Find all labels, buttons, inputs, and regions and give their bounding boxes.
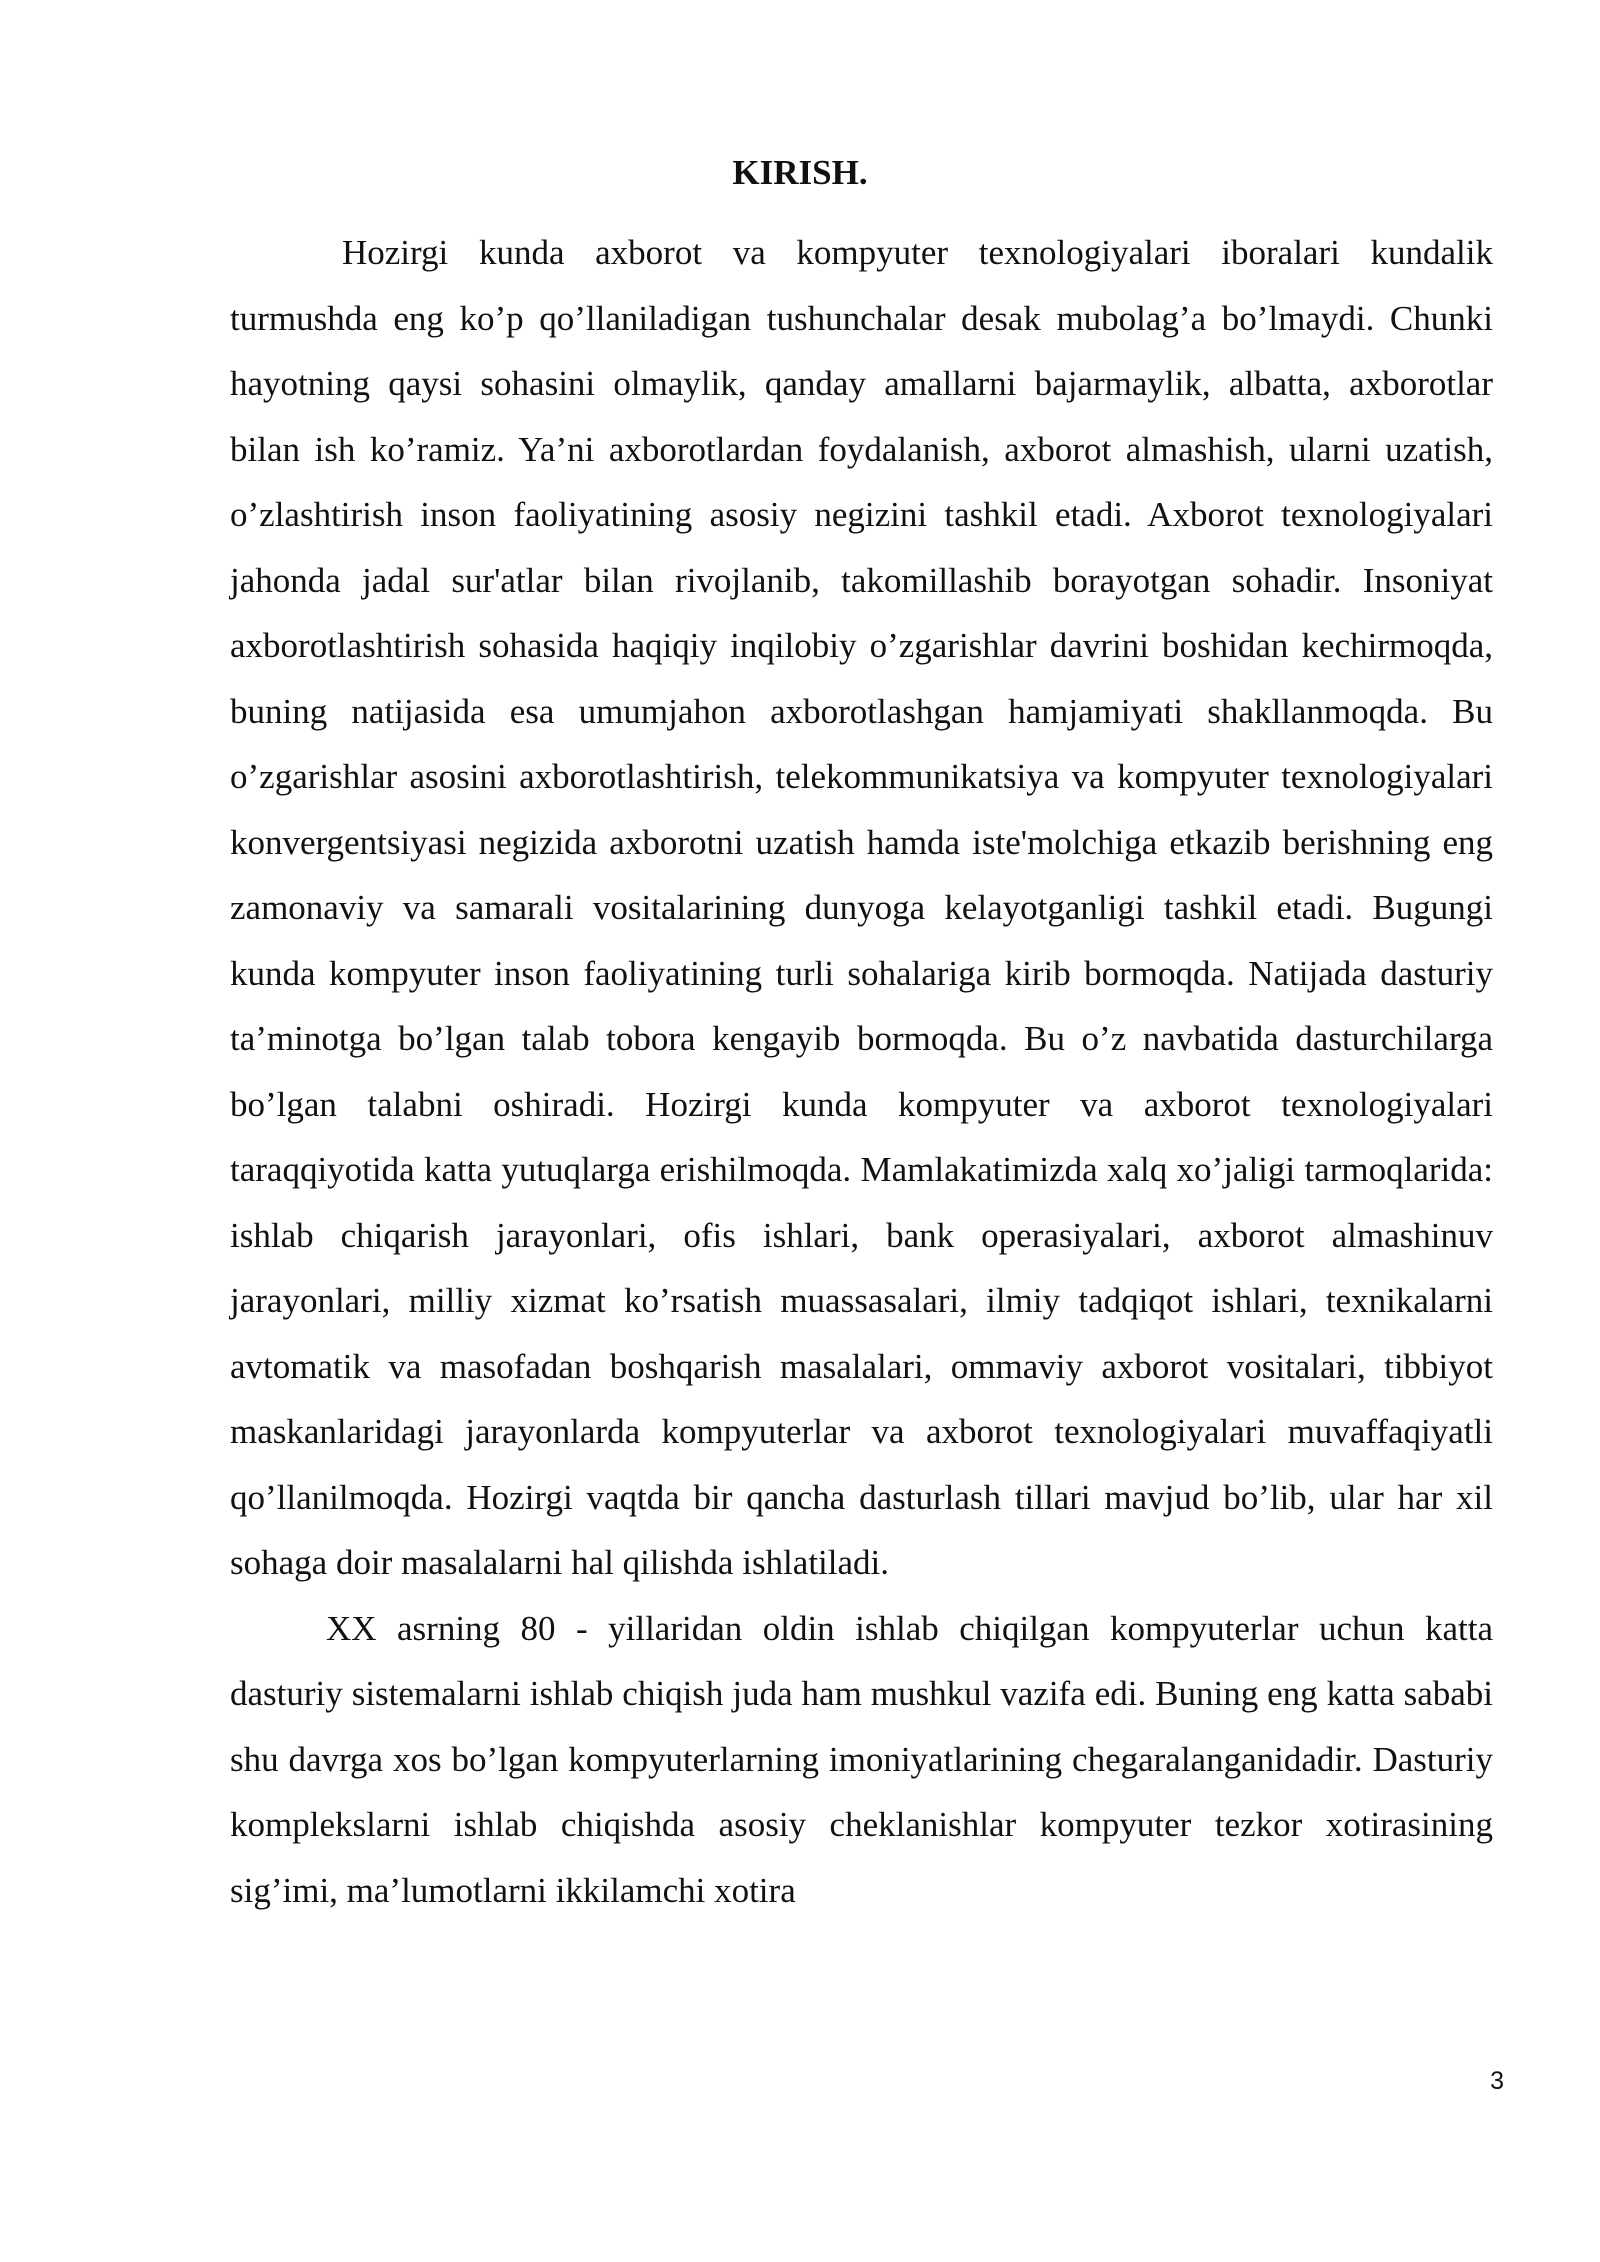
paragraph-1: Hozirgi kunda axborot va kompyuter texnologiyalari iboralari kundalik turmushda eng ko’p qo’llaniladigan tushunchalar desak mubolag’a bo’lmaydi. Chunki hayotning qaysi sohasini olmaylik, qanday amallarni bajarmaylik, albatta, axborotlar bilan ish ko’ramiz. Ya’ni axborotlardan foydalanish, axborot almashish, ularni uzatish, o’zlashtirish inson faoliyatining asosiy negizini tashkil etadi. Axborot texnologiyalari jahonda jadal sur'atlar bilan rivojlanib, takomillashib borayotgan sohadir. Insoniyat axborotlashtirish sohasida haqiqiy inqilobiy o’zgarishlar davrini boshidan kechirmoqda, buning natijasida esa umumjahon axborotlashgan hamjamiyati shakllanmoqda. Bu o’zgarishlar asosini axborotlashtirish, telekommunikatsiya va kompyuter texnologiyalari konvergentsiyasi negizida axborotni uzatish hamda iste'molchiga etkazib berishning eng zamonaviy va samarali vositalarining dunyoga kelayotganligi tashkil etadi. Bugungi kunda kompyuter inson faoliyatining turli sohalariga kirib bormoqda. Natijada dasturiy ta’minotga bo’lgan talab tobora kengayib bormoqda. Bu o’z navbatida dasturchilarga bo’lgan talabni oshiradi. Hozirgi kunda kompyuter va axborot texnologiyalari taraqqiyotida katta yutuqlarga erishilmoqda. Mamlakatimizda xalq xo’jaligi tarmoqlarida: ishlab chiqarish jarayonlari, ofis ishlari, bank operasiyalari, axborot almashinuv jarayonlari, milliy xizmat ko’rsatish muassasalari, ilmiy tadqiqot ishlari, texnikalarni avtomatik va masofadan boshqarish masalalari, ommaviy axborot vositalari, tibbiyot maskanlaridagi jarayonlarda kompyuterlar va axborot texnologiyalari muvaffaqiyatli qo’llanilmoqda. Hozirgi vaqtda bir qancha dasturlash tillari mavjud bo’lib, ular har xil sohaga doir masalalarni hal qilishda ishlatiladi. (230, 233, 1493, 1582)
page-title: KIRISH. (732, 153, 868, 192)
body-text (230, 220, 1493, 1923)
page-number: 3 (1490, 2067, 1504, 2095)
paragraph-2: XX asrning 80 - yillaridan oldin ishlab chiqilgan kompyuterlar uchun katta dasturiy sistemalarni ishlab chiqish juda ham mushkul vazifa edi. Buning eng katta sababi shu davrga xos bo’lgan kompyuterlarning imoniyatlarining chegaralanganidadir. Dasturiy komplekslarni ishlab chiqishda asosiy cheklanishlar kompyuter tezkor xotirasining sig’imi, ma’lumotlarni ikkilamchi xotira (230, 1608, 1493, 1910)
